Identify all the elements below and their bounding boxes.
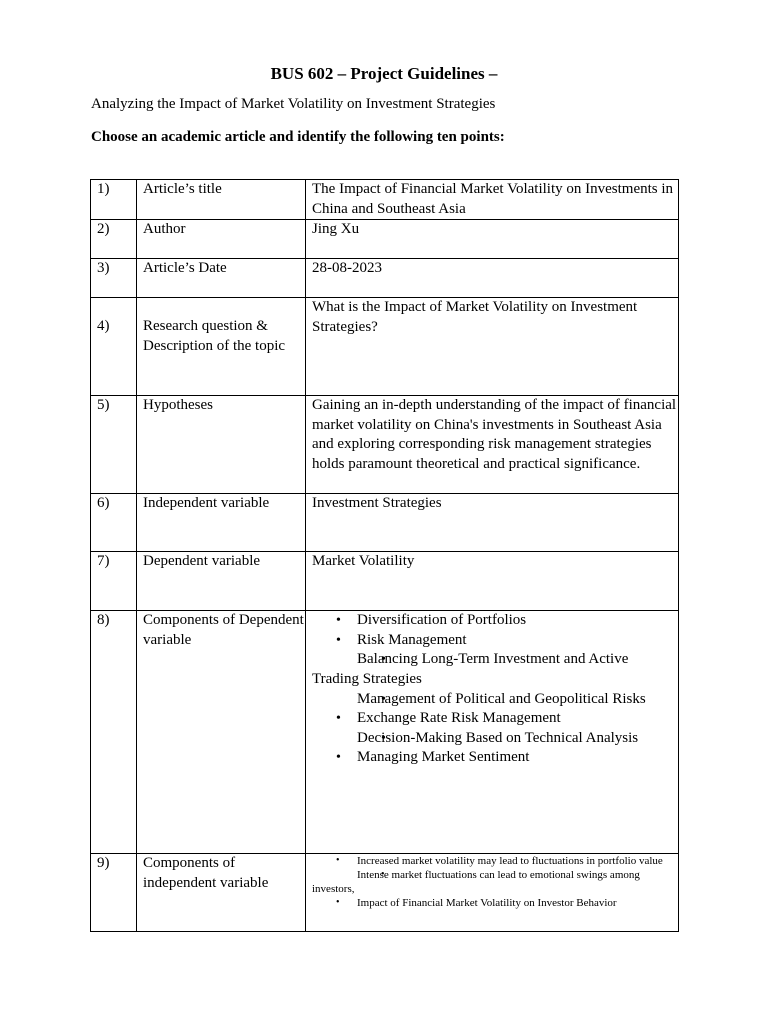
guidelines-table bbox=[90, 179, 679, 932]
list-item: • Managing Market Sentiment bbox=[312, 748, 678, 768]
table-row bbox=[91, 298, 679, 396]
row-number: 5) bbox=[91, 396, 137, 494]
row-label: Independent variable bbox=[137, 494, 306, 552]
row-label bbox=[137, 298, 306, 396]
list-item: • Balancing Long-Term Investment and Active Trading Strategies bbox=[312, 650, 678, 689]
row-value bbox=[306, 854, 679, 932]
row-label: Dependent variable bbox=[137, 552, 306, 611]
table-row bbox=[91, 611, 679, 854]
row-number: 6) bbox=[91, 494, 137, 552]
table-row bbox=[91, 552, 679, 611]
independent-components-list bbox=[312, 854, 678, 910]
row-number: 7) bbox=[91, 552, 137, 611]
list-item: • Decision-Making Based on Technical Analysis bbox=[312, 729, 678, 749]
row-value bbox=[306, 611, 679, 854]
row-label: Article’s Date bbox=[137, 259, 306, 298]
table-row bbox=[91, 396, 679, 494]
list-item: • Exchange Rate Risk Management bbox=[312, 709, 678, 729]
row-number: 1) bbox=[91, 180, 137, 220]
row-value: Jing Xu bbox=[306, 220, 679, 259]
list-item: • Impact of Financial Market Volatility on Investor Behavior bbox=[312, 896, 678, 910]
row-number: 3) bbox=[91, 259, 137, 298]
row-value: The Impact of Financial Market Volatility on Investments in China and Southeast Asia bbox=[306, 180, 679, 220]
table-row bbox=[91, 854, 679, 932]
list-item: • Intense market fluctuations can lead to emotional swings among investors, bbox=[312, 868, 678, 896]
dependent-components-list bbox=[312, 611, 678, 768]
table-row bbox=[91, 259, 679, 298]
row-value: 28-08-2023 bbox=[306, 259, 679, 298]
row-value: Market Volatility bbox=[306, 552, 679, 611]
row-label: Components of Dependent variable bbox=[137, 611, 306, 854]
row-number: 8) bbox=[91, 611, 137, 854]
table-row bbox=[91, 494, 679, 552]
row-label: Components of independent variable bbox=[137, 854, 306, 932]
row-number bbox=[91, 298, 137, 396]
row-label: Article’s title bbox=[137, 180, 306, 220]
row-label: Hypotheses bbox=[137, 396, 306, 494]
instruction-text: Choose an academic article and identify the following ten points: bbox=[91, 129, 505, 145]
row-number-text: 4) bbox=[97, 318, 110, 335]
list-item: • Management of Political and Geopolitical Risks bbox=[312, 690, 678, 710]
row-value: Investment Strategies bbox=[306, 494, 679, 552]
table-row bbox=[91, 220, 679, 259]
document-title: BUS 602 – Project Guidelines – bbox=[270, 64, 498, 83]
row-label-text: Research question & Description of the topic bbox=[143, 318, 286, 354]
table-row bbox=[91, 180, 679, 220]
row-value: Gaining an in-depth understanding of the impact of financial market volatility on China's investments in Southeast Asia and exploring corresponding risk management strategies holds paramount theoretical and practical significance. bbox=[306, 396, 679, 494]
list-item: • Risk Management bbox=[312, 631, 678, 651]
row-label: Author bbox=[137, 220, 306, 259]
row-number: 2) bbox=[91, 220, 137, 259]
document-subtitle: Analyzing the Impact of Market Volatility on Investment Strategies bbox=[91, 96, 496, 112]
row-value: What is the Impact of Market Volatility on Investment Strategies? bbox=[306, 298, 679, 396]
row-number: 9) bbox=[91, 854, 137, 932]
list-item: • Diversification of Portfolios bbox=[312, 611, 678, 631]
list-item: • Increased market volatility may lead to fluctuations in portfolio value bbox=[312, 854, 678, 868]
